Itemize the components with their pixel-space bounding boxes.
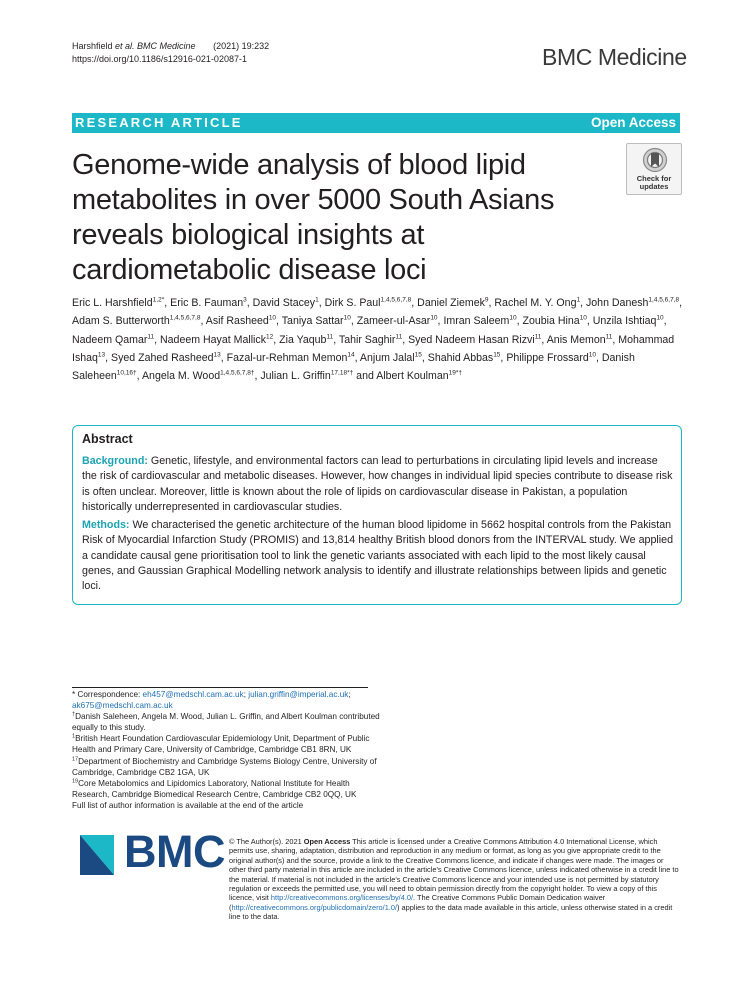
author [339,334,402,346]
author-affiliation: 10 [656,314,664,322]
abstract-heading: Abstract [82,432,133,446]
email-link-1[interactable]: eh457@medschl.cam.ac.uk [142,690,244,699]
correspondence-label: * Correspondence: [72,690,143,699]
author [376,370,462,382]
affiliation-17-text: Department of Biochemistry and Cambridge Systems Biology Centre, University of Cambridge, Cambridge CB2 1GA, UK [72,756,377,777]
email-link-3[interactable]: ak675@medschl.cam.ac.uk [72,701,173,711]
author [279,334,333,346]
affiliation-1 [72,733,382,755]
author-name: Unzila Ishtiaq [592,315,657,328]
licence-waiver-text: . The Creative Commons Public Domain Dedication waiver ( [229,893,606,912]
author-name: Zameer-ul-Asar [356,315,431,328]
author [428,352,501,364]
author-affiliation: 1,2* [152,296,165,304]
author-affiliation: 13 [213,351,221,359]
author [253,297,319,309]
author-affiliation: 1,4,5,6,7,8 [648,296,680,304]
correspondence [72,689,382,711]
author-affiliation: 1 [315,296,319,304]
author-name: Syed Zahed Rasheed [111,351,214,364]
author-name: Eric B. Fauman [170,297,244,309]
author [586,297,679,309]
author-name: Julian L. Griffin [260,370,331,383]
citation-authors: Harshfield [72,41,116,51]
author-affiliation: 10 [343,314,351,322]
affiliation-19 [72,778,382,800]
author-name: Taniya Sattar [281,315,344,328]
citation-block [72,40,269,66]
author [357,315,438,327]
check-updates-text [627,175,681,191]
author-affiliation: 10 [579,314,587,322]
methods-text: We characterised the genetic architecture of the human blood lipidome in 5662 hospital controls from the Pakistan Risk of Myocardial Infarction Study (PROMIS) and 13,814 healthy British blood donors from the INTERVAL study. We applied a candidate causal gene prioritisation tool to link the genetic variants associated with each lipid to the most likely causal genes, and Gaussian Graphical Modelling network analysis to identify and illustrate relationships between lipids and genetic loci. [82,519,674,593]
email-separator: ; [243,690,249,699]
author-affiliation: 10 [588,351,596,359]
author [206,315,276,327]
author-name: Zia Yaqub [279,333,327,346]
check-updates-line1: Check for [636,174,672,183]
author-affiliation: 11 [147,333,155,341]
licence-text [229,837,681,922]
author-affiliation: 15 [414,351,422,359]
author-name: Fazal-ur-Rehman Memon [226,351,348,364]
author-name: Asif Rasheed [205,315,269,328]
author-name: Anis Memon [546,333,606,346]
author-affiliation: 1 [576,296,581,304]
affiliation-17-number: 17 [72,755,79,762]
author [160,334,273,346]
author-name: Syed Nadeem Hasan Rizvi [408,333,535,346]
author-name: Adam S. Butterworth [72,315,170,328]
author [547,334,613,346]
abstract-background [82,454,674,515]
author [417,297,488,309]
author-affiliation: 9 [484,296,489,304]
author-name: David Stacey [252,297,316,309]
equal-contribution-text: Danish Saleheen, Angela M. Wood, Julian L. Griffin, and Albert Koulman contributed equally to this study. [72,712,380,733]
affiliation-19-number: 19 [72,778,79,785]
author-affiliation: 13 [97,351,106,359]
full-author-info-note: Full list of author information is available at the end of the article [72,800,304,810]
licence-open-access: Open Access [303,837,351,846]
bmc-logo-mark-icon [80,825,124,881]
equal-contribution-note: †Danish Saleheen, Angela M. Wood, Julian L. Griffin, and Albert Koulman contributed equally to this study. [72,711,380,733]
author [227,352,355,364]
author [111,352,221,364]
author-affiliation: 11 [395,333,403,341]
author [142,370,254,382]
author-name: Dirk S. Paul [324,297,381,309]
author [72,334,154,346]
author-name: Imran Saleem [443,315,510,328]
affiliation-1-text: British Heart Foundation Cardiovascular Epidemiology Unit, Department of Public Health and Primary Care, University of Cambridge, Cambridge CB1 8RN, UK [72,734,370,755]
author-name: Albert Koulman [376,370,449,383]
author-name: Philippe Frossard [506,351,589,364]
licence-copyright: © The Author(s). 2021 [229,837,304,846]
citation-line [72,40,269,53]
author-name: John Danesh [585,297,649,309]
author [506,352,596,364]
author [523,315,587,327]
author [360,352,422,364]
author-affiliation: 19*† [448,369,463,377]
author-affiliation: 1,4,5,6,7,8† [220,369,255,377]
author [494,297,580,309]
author [282,315,351,327]
affiliation-17 [72,756,382,778]
author [443,315,516,327]
author [325,297,412,309]
author-list: Eric L. Harshfield$^{1,2*}$, Eric B. Fauman$^3$, David Stacey$^1$, Dirk S. Paul$^{1,4,5,6,7,8}$, Daniel Ziemek$^9$, Rachel M. Y. Ong$^1$, John Danesh$^{1,4,5,6,7,8}$, Adam S. Butterworth$^{1,4,5,6,7,8}$, Asif Rasheed$^{10}$, Taniya Sattar$^{10}$, Zameer-ul-Asar$^{10}$, Imran Saleem$^{10}$, Zoubia Hina$^{10}$, Unzila Ishtiaq$^{10}$, Nadeem Qamar$^{11}$, Nadeem Hayat Mallick$^{12}$, Zia Yaqub$^{11}$, Tahir Saghir$^{11}$, Syed Nadeem Hasan Rizvi$^{11}$, Anis Memon$^{11}$, Mohammad Ishaq$^{13}$, Syed Zahed Rasheed$^{13}$, Fazal-ur-Rehman Memon$^{14}$, Anjum Jalal$^{15}$, Shahid Abbas$^{15}$, Philippe Frossard$^{10}$, Danish Saleheen$^{10,16\dagger}$, Angela M. Wood$^{1,4,5,6,7,8\dagger}$, Julian L. Griffin$^{17,18*\dagger}$ and Albert Koulman$^{19*\dagger}$ [72,296,683,383]
author-name: Tahir Saghir [338,333,396,346]
author-affiliation: 15 [493,351,501,359]
licence-body: This article is licensed under a Creative Commons Attribution 4.0 International License, which permits use, sharing, adaptation, distribution and reproduction in any medium or format, as long as you give appropriate credit to the original author(s) and the source, provide a link to the Creative Commons licence, and indicate if changes were made. The images or other third party material in this article are included in the article's Creative Commons licence, unless indicated otherwise in a credit line to the material. If material is not included in the article's Creative Commons licence and your intended use is not permitted by statutory regulation or exceeds the permitted use, you will need to obtain permission directly from the copyright holder. To view a copy of this licence, visit [229,837,679,903]
author-name: Shahid Abbas [427,351,494,364]
author-name: Nadeem Qamar [72,333,148,346]
author-affiliation: 10 [268,314,277,322]
abstract-methods [82,518,674,594]
author-name: Angela M. Wood [141,370,221,383]
journal-name: BMC Medicine [542,44,687,70]
licence-tail: ) applies to the data made available in this article, unless otherwise stated in a credit line to the data. [229,902,673,922]
article-title: Genome-wide analysis of blood lipid metabolites in over 5000 South Asians reveals biological insights at cardiometabolic disease loci [72,149,555,286]
open-access-label: Open Access [590,115,676,130]
citation-journal: et al. BMC Medicine [115,41,196,51]
licence-url-link[interactable]: http://creativecommons.org/licenses/by/4.0/ [270,893,414,903]
check-updates-line2: updates [639,182,669,191]
author-affiliation: 12 [266,333,274,341]
background-text: Genetic, lifestyle, and environmental factors can lead to perturbations in circulating lipid levels and increase the risk of cardiovascular and metabolic diseases. However, how changes in individual lipid species contribute to disease risk is often unclear. Moreover, little is known about the role of lipids on cardiovascular disease in Pakistan, a population historically underrepresented in cardiovascular studies. [82,455,673,513]
author [72,297,164,309]
author-name: Zoubia Hina [522,315,580,328]
author-affiliation: 10 [509,314,517,322]
affiliation-1-number: 1 [72,733,76,740]
bookmark-check-icon [642,147,668,175]
author [72,315,200,327]
author [593,315,664,327]
author-affiliation: 11 [605,333,613,341]
affiliation-19-text: Core Metabolomics and Lipidomics Laboratory, National Institute for Health Research, Cambridge Biomedical Research Centre, Cambridge CB2 0QQ, UK [72,778,357,799]
email-separator-2: ; [348,690,351,699]
author-affiliation: 11 [326,333,334,341]
methods-label: Methods: [82,519,130,531]
author-name: Rachel M. Y. Ong [494,297,577,309]
bmc-logo [80,825,225,885]
citation-year: (2021) 19:232 [213,41,270,51]
bmc-logo-text: BMC [124,826,225,877]
author-name: Eric L. Harshfield [72,297,153,309]
footnotes [72,689,382,811]
author-name: Nadeem Hayat Mallick [160,333,266,346]
check-for-updates-badge[interactable] [626,143,682,195]
article-type: RESEARCH ARTICLE [75,115,243,130]
doi-link[interactable]: https://doi.org/10.1186/s12916-021-02087-1 [72,54,247,64]
author-affiliation: 3 [243,296,247,304]
author-name: Mohammad Ishaq [72,333,675,364]
author [170,297,247,309]
author-affiliation: 1,4,5,6,7,8 [169,314,201,322]
article-type-bar [72,113,680,133]
author-name: Anjum Jalal [359,351,415,364]
author-name: Daniel Ziemek [417,297,485,309]
email-link-2[interactable]: julian.griffin@imperial.ac.uk [248,690,349,699]
author-affiliation: 17,18*† [330,369,354,377]
author-affiliation: 11 [534,333,542,341]
author-affiliation: 10,16† [116,369,137,377]
background-label: Background: [82,455,148,467]
author-affiliation: 1,4,5,6,7,8 [380,296,412,304]
author-name: Danish Saleheen [72,351,635,383]
abstract-box [72,425,682,605]
footnote-divider [72,687,368,688]
author [408,334,541,346]
waiver-url-link[interactable]: http://creativecommons.org/publicdomain/zero/1.0/ [231,902,398,912]
author [260,370,353,382]
author-affiliation: 14 [347,351,355,359]
author-affiliation: 10 [430,314,438,322]
